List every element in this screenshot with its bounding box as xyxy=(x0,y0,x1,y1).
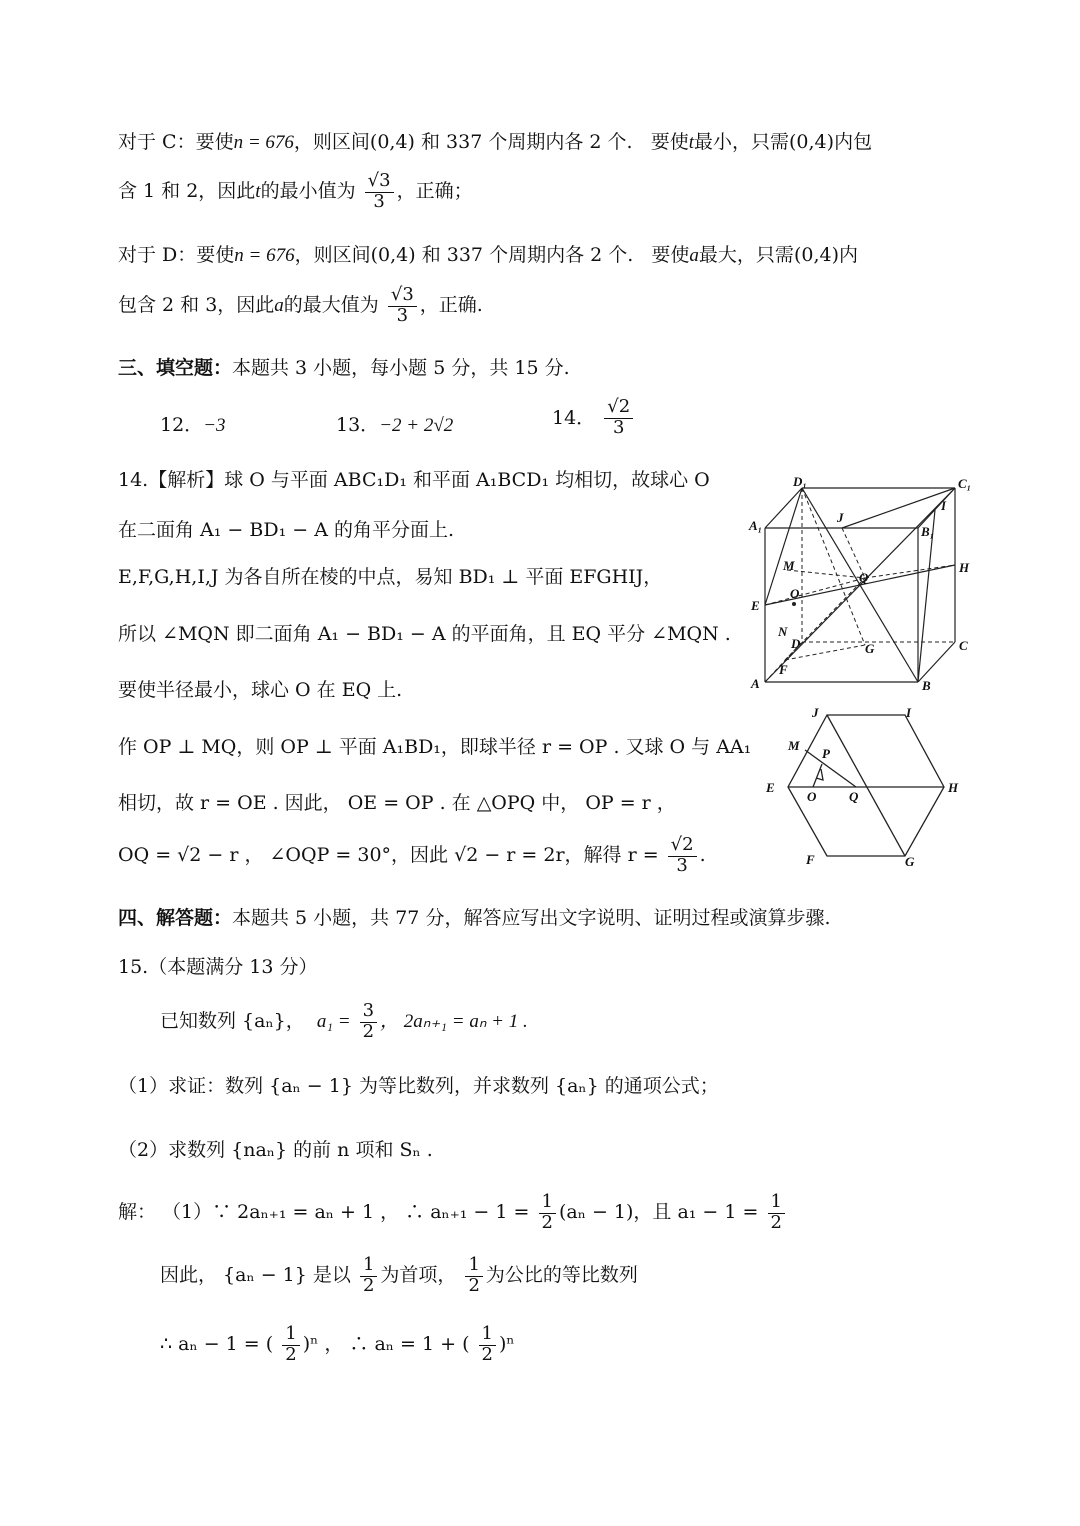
q14-line-2: 在二面角 A₁ − BD₁ − A 的角平分面上. xyxy=(118,519,454,541)
fraction: $\frac{√2}{3}$ xyxy=(604,398,633,438)
cube-label: E xyxy=(751,598,760,613)
hex-label: P xyxy=(822,746,830,761)
cube-label: D xyxy=(791,636,801,651)
fraction: $\frac{1}{2}$ xyxy=(465,1256,482,1296)
solution-line-2: 因此， {aₙ − 1} 是以 $\frac{1}{2}$ 为首项， $\frac{1}{2}$ 为公比的等比数列 xyxy=(160,1254,638,1296)
q14-line-7: 相切，故 r = OE . 因此， OE = OP . 在 △OPQ 中， OP = r ， xyxy=(118,792,676,814)
hexagon-diagram xyxy=(760,700,970,875)
hex-label: I xyxy=(906,705,912,720)
q14-line-5: 要使半径最小，球心 O 在 EQ 上. xyxy=(118,679,403,701)
q14-line-1: 14.【解析】球 O 与平面 ABC₁D₁ 和平面 A₁BCD₁ 均相切，故球心 O xyxy=(118,469,710,491)
cube-label: F xyxy=(779,662,788,677)
cube-label: M xyxy=(783,558,795,573)
fraction: $\frac{√3}{3}$ xyxy=(365,172,394,212)
q15-part-1: （1）求证：数列 {aₙ − 1} 为等比数列，并求数列 {aₙ} 的通项公式； xyxy=(118,1075,719,1097)
cube-label: D₁ xyxy=(793,474,807,489)
hex-label: H xyxy=(948,780,959,795)
fraction: $\frac{3}{2}$ xyxy=(360,1002,377,1042)
fraction: $\frac{1}{2}$ xyxy=(539,1193,556,1233)
hex-label: F xyxy=(806,852,815,867)
q14-line-6: 作 OP ⊥ MQ，则 OP ⊥ 平面 A₁BD₁，即球半径 r = OP . 又球 O 与 AA₁ xyxy=(118,736,752,758)
fraction: $\frac{1}{2}$ xyxy=(768,1193,785,1233)
fraction: $\frac{1}{2}$ xyxy=(360,1256,377,1296)
hex-label: J xyxy=(812,705,819,720)
answer-13: 13．−2 + 2√2 xyxy=(336,414,454,436)
hex-label: G xyxy=(905,854,915,869)
cube-label: A₁ xyxy=(749,518,763,533)
q15-given: 已知数列 {aₙ}， a₁ = $\frac{3}{2}$ ， 2aₙ₊₁ = aₙ + 1 . xyxy=(160,1000,528,1042)
hex-label: Q xyxy=(849,789,859,804)
cube-label: C₁ xyxy=(958,476,972,491)
cube-label: B₁ xyxy=(921,524,935,539)
hex-label: O xyxy=(807,789,817,804)
answer-12: 12．−3 xyxy=(160,414,226,436)
answer-14: 14． $\frac{√2}{3}$ xyxy=(552,398,636,438)
fraction: $\frac{√2}{3}$ xyxy=(668,836,697,876)
q14-line-3: E,F,G,H,I,J 为各自所在棱的中点，易知 BD₁ ⊥ 平面 EFGHIJ， xyxy=(118,566,663,588)
fraction: $\frac{1}{2}$ xyxy=(282,1325,299,1365)
hex-label: E xyxy=(766,780,775,795)
cube-label: J xyxy=(837,510,844,525)
section-3-heading: 三、填空题：本题共 3 小题，每小题 5 分，共 15 分. xyxy=(118,357,570,379)
q15-title: 15.（本题满分 13 分） xyxy=(118,956,318,978)
q14-line-4: 所以 ∠MQN 即二面角 A₁ − BD₁ − A 的平面角，且 EQ 平分 ∠MQN . xyxy=(118,623,731,645)
q15-part-2: （2）求数列 {naₙ} 的前 n 项和 Sₙ . xyxy=(118,1139,433,1161)
q14-line-8: OQ = √2 − r ， ∠OQP = 30°，因此 √2 − r = 2r，解得 r = $\frac{√2}{3}$ . xyxy=(118,834,706,876)
solution-line-1: 解： （1）∵ 2aₙ₊₁ = aₙ + 1 ， ∴ aₙ₊₁ − 1 = $\frac{1}{2}$ (aₙ − 1)，且 a₁ − 1 = $\frac{1}{2}$ xyxy=(118,1193,788,1233)
fraction: $\frac{√3}{3}$ xyxy=(388,286,417,326)
cube-label: O xyxy=(790,586,800,601)
cube-label: B xyxy=(922,678,931,693)
hex-label: M xyxy=(788,738,800,753)
cube-label: Q xyxy=(859,570,869,585)
cube-label: A xyxy=(751,676,760,691)
cube-label: C xyxy=(959,638,968,653)
cube-label: I xyxy=(941,498,947,513)
c-line-1: 对于 C：要使n = 676，则区间(0,4) 和 337 个周期内各 2 个. 要使t最小，只需(0,4)内包 xyxy=(118,131,873,153)
solution-line-3: ∴ aₙ − 1 = ( $\frac{1}{2}$ )ⁿ ， ∴ aₙ = 1 + ( $\frac{1}{2}$ )ⁿ xyxy=(160,1323,515,1365)
section-4-heading: 四、解答题：本题共 5 小题，共 77 分，解答应写出文字说明、证明过程或演算步骤. xyxy=(118,907,831,929)
cube-label: G xyxy=(865,641,875,656)
d-line-2: 包含 2 和 3，因此a的最大值为 $\frac{√3}{3}$ ，正确. xyxy=(118,284,483,326)
fraction: $\frac{1}{2}$ xyxy=(479,1325,496,1365)
d-line-1: 对于 D：要使n = 676，则区间(0,4) 和 337 个周期内各 2 个. 要使a最大，只需(0,4)内 xyxy=(118,244,858,266)
cube-label: N xyxy=(778,624,788,639)
cube-diagram xyxy=(745,470,985,700)
cube-label: H xyxy=(959,560,970,575)
c-line-2: 含 1 和 2，因此t的最小值为 $\frac{√3}{3}$ ，正确； xyxy=(118,170,473,212)
